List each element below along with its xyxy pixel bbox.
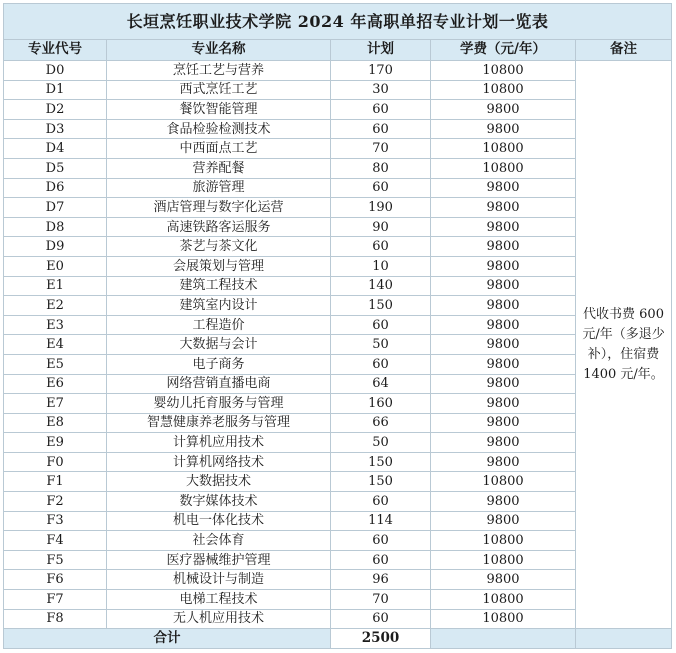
- table-row: [4, 511, 672, 531]
- major-code: E1: [4, 276, 107, 296]
- major-code: E8: [4, 413, 107, 433]
- major-name: 食品检验检测技术: [107, 119, 331, 139]
- plan-count: 64: [331, 374, 431, 394]
- plan-count: 150: [331, 472, 431, 492]
- tuition-fee: 9800: [431, 492, 576, 512]
- major-name: 数字媒体技术: [107, 492, 331, 512]
- table-row: [4, 276, 672, 296]
- total-empty-remark: [576, 629, 672, 649]
- major-name: 电梯工程技术: [107, 590, 331, 610]
- plan-count: 60: [331, 100, 431, 120]
- major-name: 机械设计与制造: [107, 570, 331, 590]
- plan-count: 60: [331, 354, 431, 374]
- major-name: 建筑室内设计: [107, 296, 331, 316]
- table-row: [4, 354, 672, 374]
- table-row: [4, 550, 672, 570]
- major-code: D0: [4, 61, 107, 81]
- plan-count: 60: [331, 609, 431, 629]
- plan-count: 70: [331, 590, 431, 610]
- major-name: 烹饪工艺与营养: [107, 61, 331, 81]
- major-name: 会展策划与管理: [107, 256, 331, 276]
- major-code: D1: [4, 80, 107, 100]
- tuition-fee: 10800: [431, 139, 576, 159]
- table-row: [4, 492, 672, 512]
- enrollment-plan-sheet: [3, 3, 671, 649]
- major-name: 计算机网络技术: [107, 452, 331, 472]
- table-row: [4, 198, 672, 218]
- plan-count: 60: [331, 237, 431, 257]
- table-row: [4, 100, 672, 120]
- tuition-fee: 9800: [431, 256, 576, 276]
- major-name: 网络营销直播电商: [107, 374, 331, 394]
- table-row: [4, 158, 672, 178]
- plan-count: 60: [331, 531, 431, 551]
- tuition-fee: 10800: [431, 61, 576, 81]
- major-name: 计算机应用技术: [107, 433, 331, 453]
- major-code: F3: [4, 511, 107, 531]
- major-code: F7: [4, 590, 107, 610]
- total-row: [4, 629, 672, 649]
- tuition-fee: 9800: [431, 374, 576, 394]
- table-row: [4, 394, 672, 414]
- major-code: E7: [4, 394, 107, 414]
- table-row: [4, 570, 672, 590]
- header-remark: 备注: [576, 40, 672, 61]
- plan-count: 60: [331, 492, 431, 512]
- major-name: 高速铁路客运服务: [107, 217, 331, 237]
- major-name: 西式烹饪工艺: [107, 80, 331, 100]
- major-code: E3: [4, 315, 107, 335]
- table-row: [4, 433, 672, 453]
- tuition-fee: 10800: [431, 590, 576, 610]
- major-code: D6: [4, 178, 107, 198]
- header-fee: 学费（元/年）: [431, 40, 576, 61]
- table-row: [4, 119, 672, 139]
- table-row: [4, 335, 672, 355]
- tuition-fee: 9800: [431, 354, 576, 374]
- plan-count: 80: [331, 158, 431, 178]
- major-code: D5: [4, 158, 107, 178]
- plan-count: 50: [331, 335, 431, 355]
- tuition-fee: 9800: [431, 452, 576, 472]
- total-value: 2500: [331, 629, 431, 649]
- major-name: 医疗器械维护管理: [107, 550, 331, 570]
- header-name: 专业名称: [107, 40, 331, 61]
- major-code: F6: [4, 570, 107, 590]
- major-name: 大数据技术: [107, 472, 331, 492]
- major-code: E4: [4, 335, 107, 355]
- table-row: [4, 590, 672, 610]
- tuition-fee: 9800: [431, 217, 576, 237]
- plan-count: 60: [331, 178, 431, 198]
- tuition-fee: 10800: [431, 158, 576, 178]
- table-row: [4, 609, 672, 629]
- tuition-fee: 9800: [431, 296, 576, 316]
- major-name: 机电一体化技术: [107, 511, 331, 531]
- plan-count: 170: [331, 61, 431, 81]
- tuition-fee: 10800: [431, 550, 576, 570]
- major-code: D7: [4, 198, 107, 218]
- tuition-fee: 10800: [431, 80, 576, 100]
- tuition-fee: 9800: [431, 100, 576, 120]
- tuition-fee: 9800: [431, 237, 576, 257]
- tuition-fee: 9800: [431, 335, 576, 355]
- major-code: E9: [4, 433, 107, 453]
- plan-count: 190: [331, 198, 431, 218]
- major-code: F0: [4, 452, 107, 472]
- plan-count: 114: [331, 511, 431, 531]
- enrollment-plan-table: [3, 3, 672, 649]
- major-name: 工程造价: [107, 315, 331, 335]
- major-name: 大数据与会计: [107, 335, 331, 355]
- plan-count: 10: [331, 256, 431, 276]
- plan-count: 50: [331, 433, 431, 453]
- plan-count: 96: [331, 570, 431, 590]
- plan-count: 60: [331, 315, 431, 335]
- total-empty-fee: [431, 629, 576, 649]
- tuition-fee: 9800: [431, 570, 576, 590]
- table-row: [4, 237, 672, 257]
- major-code: D9: [4, 237, 107, 257]
- table-title: 长垣烹饪职业技术学院 2024 年高职单招专业计划一览表: [4, 4, 672, 40]
- table-row: [4, 296, 672, 316]
- plan-count: 30: [331, 80, 431, 100]
- major-code: D2: [4, 100, 107, 120]
- tuition-fee: 9800: [431, 511, 576, 531]
- tuition-fee: 9800: [431, 413, 576, 433]
- major-code: D8: [4, 217, 107, 237]
- plan-count: 140: [331, 276, 431, 296]
- major-code: D3: [4, 119, 107, 139]
- major-name: 智慧健康养老服务与管理: [107, 413, 331, 433]
- major-code: E0: [4, 256, 107, 276]
- major-name: 茶艺与茶文化: [107, 237, 331, 257]
- remark-cell: 代收书费 600 元/年（多退少补），住宿费 1400 元/年。: [576, 61, 672, 629]
- major-code: F1: [4, 472, 107, 492]
- title-row: [4, 4, 672, 40]
- table-row: [4, 315, 672, 335]
- table-row: [4, 531, 672, 551]
- major-code: F5: [4, 550, 107, 570]
- major-code: D4: [4, 139, 107, 159]
- table-row: [4, 217, 672, 237]
- table-row: [4, 452, 672, 472]
- plan-count: 160: [331, 394, 431, 414]
- table-row: [4, 256, 672, 276]
- major-code: F4: [4, 531, 107, 551]
- total-label: 合计: [4, 629, 331, 649]
- major-code: E2: [4, 296, 107, 316]
- table-row: [4, 413, 672, 433]
- major-name: 旅游管理: [107, 178, 331, 198]
- plan-count: 150: [331, 452, 431, 472]
- tuition-fee: 9800: [431, 119, 576, 139]
- major-code: F2: [4, 492, 107, 512]
- tuition-fee: 9800: [431, 315, 576, 335]
- tuition-fee: 10800: [431, 472, 576, 492]
- header-row: [4, 40, 672, 61]
- plan-count: 90: [331, 217, 431, 237]
- tuition-fee: 10800: [431, 609, 576, 629]
- tuition-fee: 9800: [431, 198, 576, 218]
- major-name: 酒店管理与数字化运营: [107, 198, 331, 218]
- tuition-fee: 9800: [431, 394, 576, 414]
- tuition-fee: 9800: [431, 276, 576, 296]
- major-name: 中西面点工艺: [107, 139, 331, 159]
- table-row: [4, 61, 672, 81]
- major-code: E5: [4, 354, 107, 374]
- table-row: [4, 80, 672, 100]
- tuition-fee: 9800: [431, 433, 576, 453]
- major-name: 营养配餐: [107, 158, 331, 178]
- major-name: 电子商务: [107, 354, 331, 374]
- major-name: 无人机应用技术: [107, 609, 331, 629]
- tuition-fee: 9800: [431, 178, 576, 198]
- major-code: E6: [4, 374, 107, 394]
- plan-count: 60: [331, 119, 431, 139]
- tuition-fee: 10800: [431, 531, 576, 551]
- plan-count: 150: [331, 296, 431, 316]
- table-row: [4, 139, 672, 159]
- header-plan: 计划: [331, 40, 431, 61]
- plan-count: 66: [331, 413, 431, 433]
- header-code: 专业代号: [4, 40, 107, 61]
- major-code: F8: [4, 609, 107, 629]
- major-name: 餐饮智能管理: [107, 100, 331, 120]
- major-name: 婴幼儿托育服务与管理: [107, 394, 331, 414]
- plan-count: 60: [331, 550, 431, 570]
- table-row: [4, 178, 672, 198]
- major-name: 社会体育: [107, 531, 331, 551]
- table-row: [4, 472, 672, 492]
- plan-count: 70: [331, 139, 431, 159]
- major-name: 建筑工程技术: [107, 276, 331, 296]
- table-row: [4, 374, 672, 394]
